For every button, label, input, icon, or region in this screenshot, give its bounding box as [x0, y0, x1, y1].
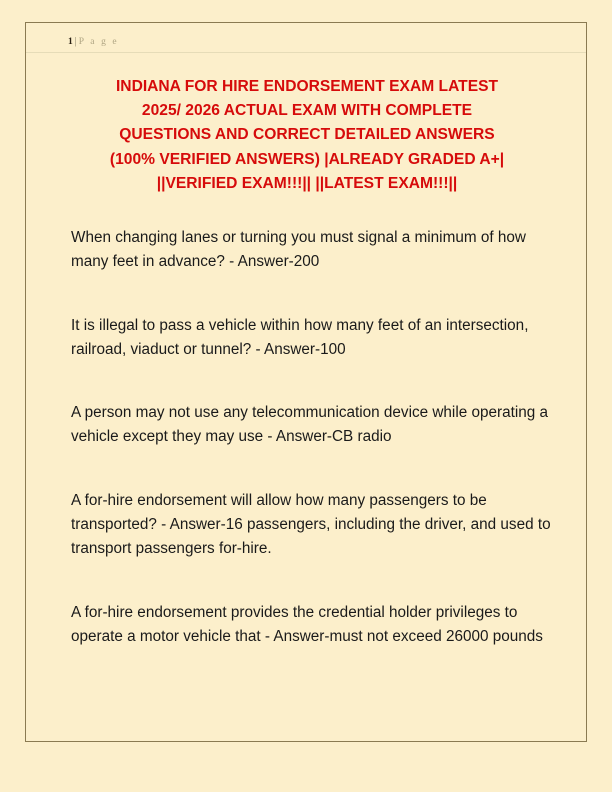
qa-item: When changing lanes or turning you must signal a minimum of how many feet in advance? - Answer-200 [71, 229, 526, 271]
document-title-line: INDIANA FOR HIRE ENDORSEMENT EXAM LATEST [115, 78, 499, 95]
page-border-frame [25, 22, 587, 742]
document-title-line: QUESTIONS AND CORRECT DETAILED ANSWERS [119, 126, 495, 144]
document-title-line: 2025/ 2026 ACTUAL EXAM WITH COMPLETE [141, 102, 473, 120]
qa-item: A for-hire endorsement will allow how many passengers to be transported? - Answer-16 passengers, including the driver, and used to transport passengers for-hire. [71, 491, 551, 558]
qa-item: A person may not use any telecommunication device while operating a vehicle except they may use - Answer-CB radio [71, 404, 549, 446]
header-page-label: P a g e [78, 37, 119, 47]
document-title-line: ||VERIFIED EXAM!!!|| ||LATEST EXAM!!!|| [156, 174, 458, 192]
qa-item: A for-hire endorsement provides the credential holder privileges to operate a motor vehicle that - Answer-must not exceed 26000 pounds [71, 603, 543, 645]
header-separator: | [74, 36, 77, 47]
qa-item: It is illegal to pass a vehicle within how many feet of an intersection, railroad, viaduct or tunnel? - Answer-100 [71, 316, 529, 358]
header-page-number: 1 [68, 37, 73, 47]
document-body [71, 226, 555, 649]
page-header [26, 23, 586, 53]
document-title-line: (100% VERIFIED ANSWERS) |ALREADY GRADED A+| [109, 150, 505, 168]
document-title [44, 75, 570, 196]
